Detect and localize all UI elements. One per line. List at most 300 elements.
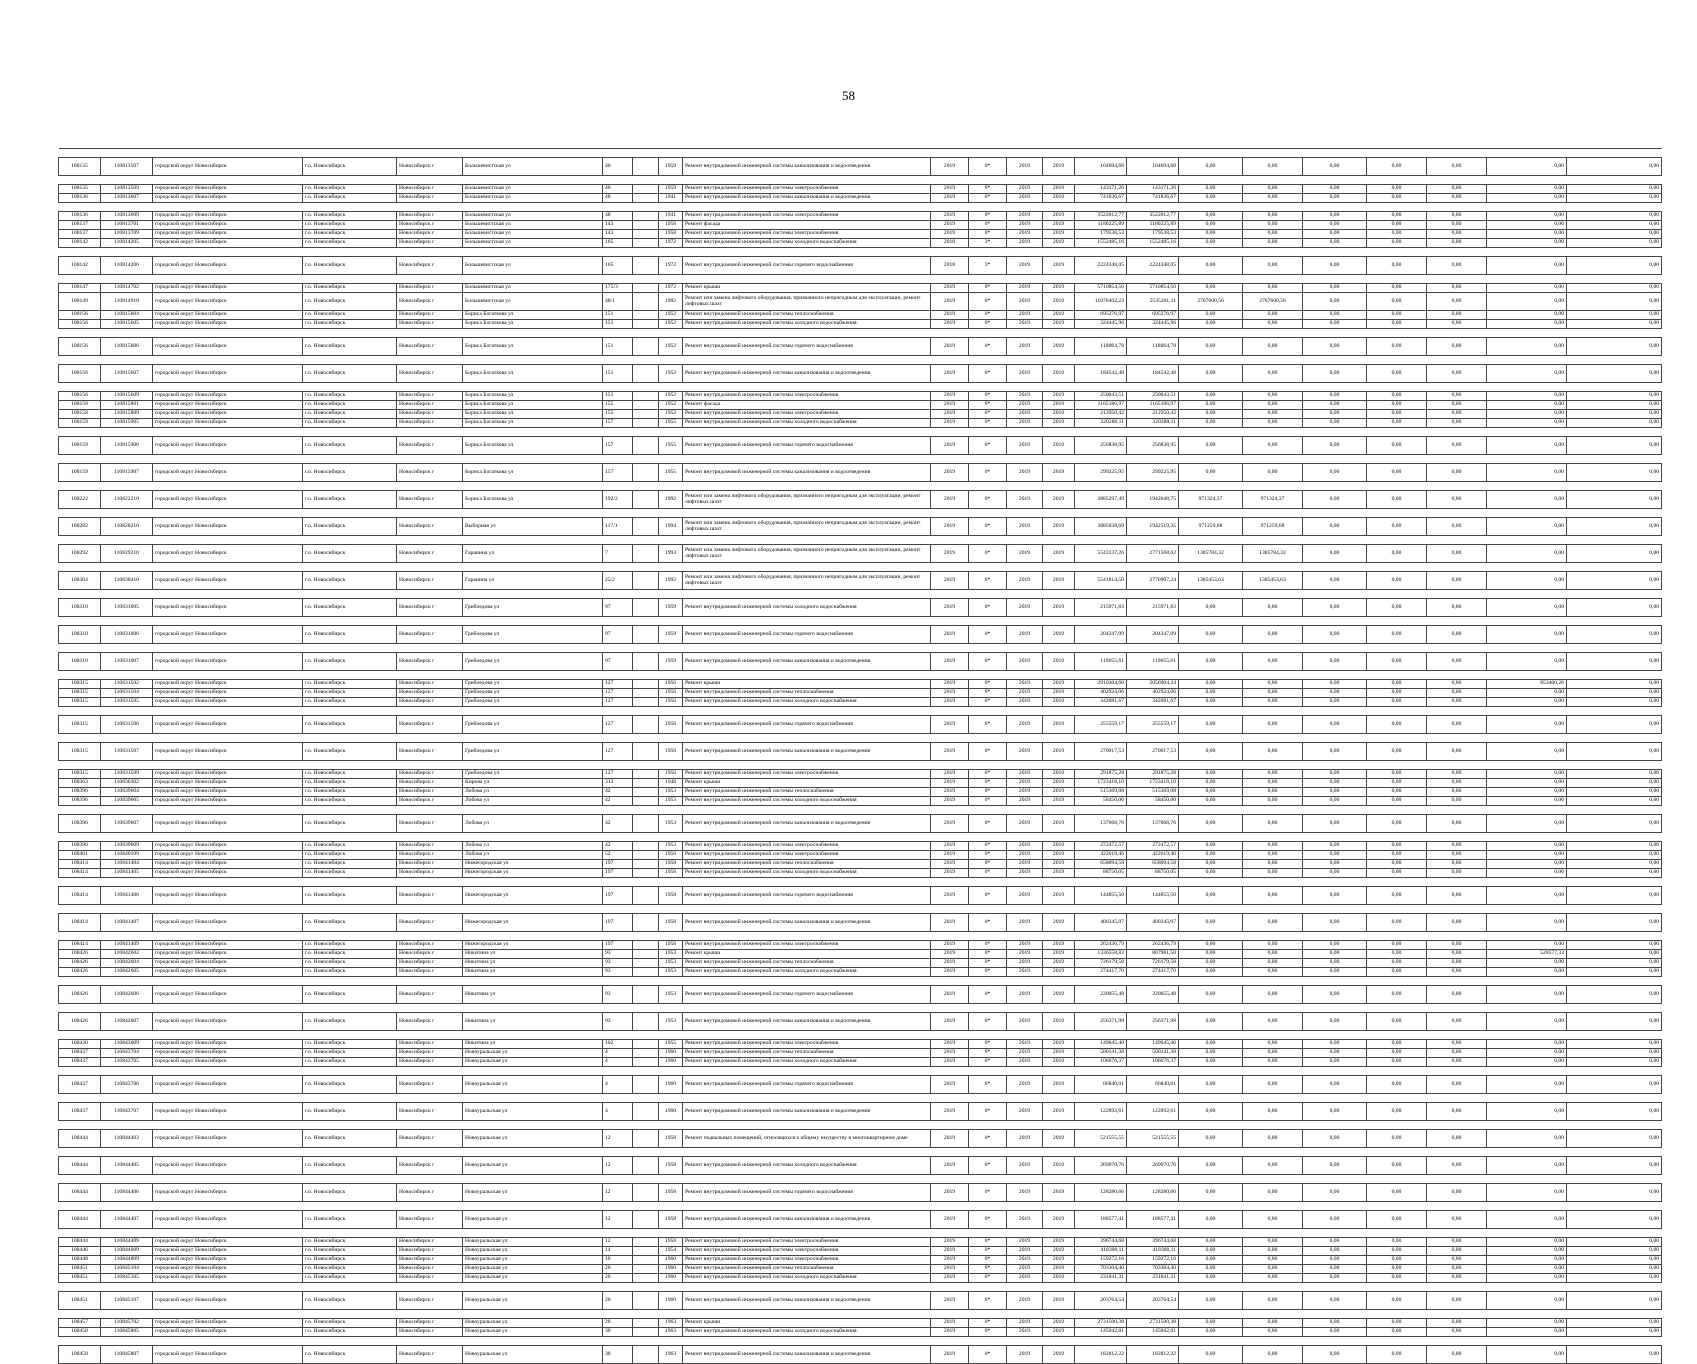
source-6-cell: 0,00 bbox=[1487, 392, 1567, 401]
municipality-cell: городской округ Новосибирск bbox=[153, 1211, 303, 1229]
regional-budget-cell: 0,00 bbox=[1179, 797, 1243, 806]
build-year-cell: 1958 bbox=[659, 941, 683, 950]
source-4-cell: 0,00 bbox=[1367, 419, 1427, 428]
plan-year-cell: 2019 bbox=[931, 1265, 969, 1274]
source-4-cell: 0,00 bbox=[1367, 1184, 1427, 1202]
house-number-cell: 16 bbox=[603, 1256, 633, 1265]
row-spacer-cell bbox=[59, 329, 1662, 338]
build-year-cell: 1963 bbox=[659, 1328, 683, 1337]
fund-cost-cell: 1723418,10 bbox=[1127, 779, 1179, 788]
city-cell: Новосибирск г bbox=[397, 959, 463, 968]
row-spacer bbox=[59, 1004, 1662, 1013]
other-source-cell: 0,00 bbox=[1303, 1274, 1367, 1283]
end-year-cell: 2019 bbox=[1043, 653, 1075, 671]
building-cell bbox=[633, 887, 659, 905]
city-cell: Новосибирск г bbox=[397, 1049, 463, 1058]
house-id-cell: 108451 bbox=[59, 1274, 101, 1283]
house-number-cell: 25/2 bbox=[603, 572, 633, 590]
regional-budget-cell: 0,00 bbox=[1179, 1013, 1243, 1031]
local-budget-cell: 0,00 bbox=[1243, 626, 1303, 644]
city-cell: Новосибирск г bbox=[397, 338, 463, 356]
shift-cell: 0* bbox=[969, 464, 1007, 482]
row-spacer-cell bbox=[59, 1310, 1662, 1319]
table-row bbox=[59, 941, 1662, 950]
source-7-cell: 0,00 bbox=[1567, 185, 1662, 194]
other-source-cell: 0,00 bbox=[1303, 986, 1367, 1004]
city-cell: Новосибирск г bbox=[397, 1265, 463, 1274]
table-row bbox=[59, 815, 1662, 833]
shift-cell: 0* bbox=[969, 1076, 1007, 1094]
work-type-cell: Ремонт крыши bbox=[683, 950, 931, 959]
shift-cell: 0* bbox=[969, 1256, 1007, 1265]
source-5-cell: 0,00 bbox=[1427, 599, 1487, 617]
row-spacer bbox=[59, 905, 1662, 914]
street-cell: Большевистская ул bbox=[463, 158, 603, 176]
start-year-cell: 2019 bbox=[1007, 401, 1043, 410]
house-id-cell: 108315 bbox=[59, 698, 101, 707]
table-row bbox=[59, 1049, 1662, 1058]
house-id-cell: 108135 bbox=[59, 185, 101, 194]
start-year-cell: 2019 bbox=[1007, 716, 1043, 734]
regional-budget-cell: 0,00 bbox=[1179, 959, 1243, 968]
regional-budget-cell: 0,00 bbox=[1179, 239, 1243, 248]
source-6-cell: 0,00 bbox=[1487, 1265, 1567, 1274]
district-cell: г.о. Новосибирск bbox=[303, 770, 397, 779]
start-year-cell: 2019 bbox=[1007, 518, 1043, 536]
regional-budget-cell: 0,00 bbox=[1179, 968, 1243, 977]
city-cell: Новосибирск г bbox=[397, 1058, 463, 1067]
table-row bbox=[59, 797, 1662, 806]
other-source-cell: 0,00 bbox=[1303, 1103, 1367, 1121]
other-source-cell: 0,00 bbox=[1303, 815, 1367, 833]
total-cost-cell: 1336558,83 bbox=[1075, 950, 1127, 959]
other-source-cell: 0,00 bbox=[1303, 1184, 1367, 1202]
end-year-cell: 2019 bbox=[1043, 221, 1075, 230]
row-spacer-cell bbox=[59, 977, 1662, 986]
source-5-cell: 0,00 bbox=[1427, 230, 1487, 239]
municipality-cell: городской округ Новосибирск bbox=[153, 1292, 303, 1310]
table-row bbox=[59, 284, 1662, 293]
source-7-cell: 0,00 bbox=[1567, 221, 1662, 230]
source-5-cell: 0,00 bbox=[1427, 545, 1487, 563]
shift-cell: 0* bbox=[969, 392, 1007, 401]
local-budget-cell: 0,00 bbox=[1243, 185, 1303, 194]
source-5-cell: 0,00 bbox=[1427, 338, 1487, 356]
work-id-cell: 110814206 bbox=[101, 257, 153, 275]
table-row bbox=[59, 770, 1662, 779]
building-cell bbox=[633, 1184, 659, 1202]
city-cell: Новосибирск г bbox=[397, 230, 463, 239]
house-number-cell: 12 bbox=[603, 1238, 633, 1247]
source-4-cell: 0,00 bbox=[1367, 194, 1427, 203]
local-budget-cell: 0,00 bbox=[1243, 1013, 1303, 1031]
work-id-cell: 110844406 bbox=[101, 1184, 153, 1202]
district-cell: г.о. Новосибирск bbox=[303, 599, 397, 617]
work-id-cell: 110844609 bbox=[101, 1247, 153, 1256]
source-7-cell: 0,00 bbox=[1567, 743, 1662, 761]
source-7-cell: 0,00 bbox=[1567, 986, 1662, 1004]
total-cost-cell: 320288,11 bbox=[1075, 419, 1127, 428]
work-type-cell: Ремонт внутридомовой инженерной системы электроснабжения bbox=[683, 941, 931, 950]
work-type-cell: Ремонт внутридомовой инженерной системы канализования и водоотведения bbox=[683, 743, 931, 761]
building-cell bbox=[633, 194, 659, 203]
start-year-cell: 2019 bbox=[1007, 1238, 1043, 1247]
city-cell: Новосибирск г bbox=[397, 221, 463, 230]
total-cost-cell: 396744,68 bbox=[1075, 1238, 1127, 1247]
work-type-cell: Ремонт внутридомовой инженерной системы электроснабжения bbox=[683, 770, 931, 779]
local-budget-cell: 0,00 bbox=[1243, 950, 1303, 959]
source-5-cell: 0,00 bbox=[1427, 293, 1487, 311]
other-source-cell: 0,00 bbox=[1303, 887, 1367, 905]
house-id-cell: 108136 bbox=[59, 212, 101, 221]
source-5-cell: 0,00 bbox=[1427, 221, 1487, 230]
source-5-cell: 0,00 bbox=[1427, 518, 1487, 536]
regional-budget-cell: 0,00 bbox=[1179, 320, 1243, 329]
build-year-cell: 1958 bbox=[659, 914, 683, 932]
build-year-cell: 1953 bbox=[659, 959, 683, 968]
row-spacer bbox=[59, 1094, 1662, 1103]
source-7-cell: 0,00 bbox=[1567, 1238, 1662, 1247]
municipality-cell: городской округ Новосибирск bbox=[153, 212, 303, 221]
total-cost-cell: 741836,67 bbox=[1075, 194, 1127, 203]
regional-budget-cell: 0,00 bbox=[1179, 788, 1243, 797]
local-budget-cell: 0,00 bbox=[1243, 698, 1303, 707]
house-id-cell: 108444 bbox=[59, 1184, 101, 1202]
regional-budget-cell: 0,00 bbox=[1179, 1040, 1243, 1049]
city-cell: Новосибирск г bbox=[397, 743, 463, 761]
end-year-cell: 2019 bbox=[1043, 1247, 1075, 1256]
regional-budget-cell: 0,00 bbox=[1179, 212, 1243, 221]
table-row bbox=[59, 869, 1662, 878]
building-cell bbox=[633, 491, 659, 509]
total-cost-cell: 1552485,16 bbox=[1075, 239, 1127, 248]
fund-cost-cell: 149645,40 bbox=[1127, 1040, 1179, 1049]
work-type-cell: Ремонт внутридомовой инженерной системы теплоснабжения bbox=[683, 860, 931, 869]
regional-budget-cell: 0,00 bbox=[1179, 653, 1243, 671]
page-number: 58 bbox=[842, 88, 855, 103]
total-cost-cell: 5710854,56 bbox=[1075, 284, 1127, 293]
other-source-cell: 0,00 bbox=[1303, 572, 1367, 590]
total-cost-cell: 521555,55 bbox=[1075, 1130, 1127, 1148]
fund-cost-cell: 500141,38 bbox=[1127, 1049, 1179, 1058]
shift-cell: 0* bbox=[969, 1130, 1007, 1148]
fund-cost-cell: 128280,66 bbox=[1127, 1184, 1179, 1202]
street-cell: Новоуральская ул bbox=[463, 1265, 603, 1274]
end-year-cell: 2019 bbox=[1043, 1130, 1075, 1148]
source-6-cell: 0,00 bbox=[1487, 311, 1567, 320]
table-row bbox=[59, 1319, 1662, 1328]
work-type-cell: Ремонт внутридомовой инженерной системы горячего водоснабжения bbox=[683, 626, 931, 644]
end-year-cell: 2019 bbox=[1043, 869, 1075, 878]
city-cell: Новосибирск г bbox=[397, 437, 463, 455]
street-cell: Большевистская ул bbox=[463, 230, 603, 239]
other-source-cell: 0,00 bbox=[1303, 545, 1367, 563]
build-year-cell: 1953 bbox=[659, 788, 683, 797]
work-type-cell: Ремонт внутридомовой инженерной системы электроснабжения bbox=[683, 1040, 931, 1049]
other-source-cell: 0,00 bbox=[1303, 392, 1367, 401]
row-spacer-cell bbox=[59, 617, 1662, 626]
source-6-cell: 0,00 bbox=[1487, 1184, 1567, 1202]
regional-budget-cell: 0,00 bbox=[1179, 1130, 1243, 1148]
other-source-cell: 0,00 bbox=[1303, 464, 1367, 482]
source-6-cell: 0,00 bbox=[1487, 239, 1567, 248]
source-7-cell: 0,00 bbox=[1567, 887, 1662, 905]
end-year-cell: 2019 bbox=[1043, 284, 1075, 293]
table-row bbox=[59, 194, 1662, 203]
source-6-cell: 0,00 bbox=[1487, 914, 1567, 932]
row-spacer-cell bbox=[59, 1031, 1662, 1040]
end-year-cell: 2019 bbox=[1043, 788, 1075, 797]
local-budget-cell: 0,00 bbox=[1243, 1040, 1303, 1049]
source-7-cell: 0,00 bbox=[1567, 158, 1662, 176]
source-5-cell: 0,00 bbox=[1427, 914, 1487, 932]
source-4-cell: 0,00 bbox=[1367, 491, 1427, 509]
shift-cell: 0* bbox=[969, 887, 1007, 905]
street-cell: Бориса Богаткова ул bbox=[463, 338, 603, 356]
house-number-cell: 20 bbox=[603, 1292, 633, 1310]
regional-budget-cell: 0,00 bbox=[1179, 1292, 1243, 1310]
source-4-cell: 0,00 bbox=[1367, 653, 1427, 671]
work-id-cell: 110828210 bbox=[101, 518, 153, 536]
shift-cell: 0* bbox=[969, 185, 1007, 194]
source-5-cell: 0,00 bbox=[1427, 1211, 1487, 1229]
house-number-cell: 155 bbox=[603, 410, 633, 419]
municipality-cell: городской округ Новосибирск bbox=[153, 1184, 303, 1202]
house-number-cell: 93 bbox=[603, 950, 633, 959]
plan-year-cell: 2019 bbox=[931, 797, 969, 806]
table-row bbox=[59, 311, 1662, 320]
district-cell: г.о. Новосибирск bbox=[303, 986, 397, 1004]
street-cell: Новоуральская ул bbox=[463, 1247, 603, 1256]
municipality-cell: городской округ Новосибирск bbox=[153, 185, 303, 194]
local-budget-cell: 0,00 bbox=[1243, 851, 1303, 860]
build-year-cell: 1956 bbox=[659, 680, 683, 689]
plan-year-cell: 2019 bbox=[931, 698, 969, 707]
municipality-cell: городской округ Новосибирск bbox=[153, 941, 303, 950]
source-7-cell: 0,00 bbox=[1567, 626, 1662, 644]
total-cost-cell: 188577,41 bbox=[1075, 1211, 1127, 1229]
source-7-cell: 0,00 bbox=[1567, 1319, 1662, 1328]
city-cell: Новосибирск г bbox=[397, 1013, 463, 1031]
end-year-cell: 2019 bbox=[1043, 212, 1075, 221]
house-id-cell: 108363 bbox=[59, 779, 101, 788]
source-5-cell: 0,00 bbox=[1427, 986, 1487, 1004]
work-id-cell: 110829210 bbox=[101, 545, 153, 563]
source-4-cell: 0,00 bbox=[1367, 1103, 1427, 1121]
work-id-cell: 110815605 bbox=[101, 320, 153, 329]
house-number-cell: 102 bbox=[603, 1040, 633, 1049]
plan-year-cell: 2019 bbox=[931, 1184, 969, 1202]
end-year-cell: 2019 bbox=[1043, 1319, 1075, 1328]
house-number-cell: 40 bbox=[603, 185, 633, 194]
municipality-cell: городской округ Новосибирск bbox=[153, 626, 303, 644]
end-year-cell: 2019 bbox=[1043, 518, 1075, 536]
building-cell bbox=[633, 1130, 659, 1148]
regional-budget-cell: 971324,37 bbox=[1179, 491, 1243, 509]
source-4-cell: 0,00 bbox=[1367, 770, 1427, 779]
other-source-cell: 0,00 bbox=[1303, 869, 1367, 878]
house-number-cell: 143 bbox=[603, 221, 633, 230]
fund-cost-cell: 118064,78 bbox=[1127, 338, 1179, 356]
table-row bbox=[59, 320, 1662, 329]
house-id-cell: 108137 bbox=[59, 230, 101, 239]
source-7-cell: 0,00 bbox=[1567, 599, 1662, 617]
row-spacer-cell bbox=[59, 707, 1662, 716]
house-number-cell: 52 bbox=[603, 851, 633, 860]
regional-budget-cell: 0,00 bbox=[1179, 986, 1243, 1004]
district-cell: г.о. Новосибирск bbox=[303, 716, 397, 734]
source-5-cell: 0,00 bbox=[1427, 959, 1487, 968]
house-id-cell: 108315 bbox=[59, 770, 101, 779]
city-cell: Новосибирск г bbox=[397, 572, 463, 590]
municipality-cell: городской округ Новосибирск bbox=[153, 914, 303, 932]
house-id-cell: 108136 bbox=[59, 194, 101, 203]
plan-year-cell: 2019 bbox=[931, 1157, 969, 1175]
shift-cell: 0* bbox=[969, 1157, 1007, 1175]
table-row bbox=[59, 239, 1662, 248]
table-row bbox=[59, 1076, 1662, 1094]
work-type-cell: Ремонт внутридомовой инженерной системы холодного водоснабжения bbox=[683, 1157, 931, 1175]
street-cell: Новоуральская ул bbox=[463, 1049, 603, 1058]
source-7-cell: 0,00 bbox=[1567, 338, 1662, 356]
total-cost-cell: 256371,98 bbox=[1075, 1013, 1127, 1031]
building-cell bbox=[633, 968, 659, 977]
build-year-cell: 1953 bbox=[659, 1013, 683, 1031]
district-cell: г.о. Новосибирск bbox=[303, 1049, 397, 1058]
street-cell: Бориса Богаткова ул bbox=[463, 320, 603, 329]
street-cell: Грибоедова ул bbox=[463, 716, 603, 734]
row-spacer-cell bbox=[59, 734, 1662, 743]
building-cell bbox=[633, 797, 659, 806]
source-7-cell: 0,00 bbox=[1567, 1040, 1662, 1049]
plan-year-cell: 2019 bbox=[931, 392, 969, 401]
source-6-cell: 0,00 bbox=[1487, 941, 1567, 950]
other-source-cell: 0,00 bbox=[1303, 1346, 1367, 1364]
source-6-cell: 0,00 bbox=[1487, 1292, 1567, 1310]
source-5-cell: 0,00 bbox=[1427, 194, 1487, 203]
shift-cell: 0* bbox=[969, 950, 1007, 959]
row-spacer bbox=[59, 977, 1662, 986]
other-source-cell: 0,00 bbox=[1303, 1058, 1367, 1067]
fund-cost-cell: 272472,57 bbox=[1127, 842, 1179, 851]
source-7-cell: 0,00 bbox=[1567, 788, 1662, 797]
source-7-cell: 0,00 bbox=[1567, 1256, 1662, 1265]
end-year-cell: 2019 bbox=[1043, 1040, 1075, 1049]
house-id-cell: 108458 bbox=[59, 1346, 101, 1364]
fund-cost-cell: 184542,48 bbox=[1127, 365, 1179, 383]
source-7-cell: 0,00 bbox=[1567, 815, 1662, 833]
plan-year-cell: 2019 bbox=[931, 653, 969, 671]
building-cell bbox=[633, 158, 659, 176]
start-year-cell: 2019 bbox=[1007, 320, 1043, 329]
build-year-cell: 1952 bbox=[659, 320, 683, 329]
other-source-cell: 0,00 bbox=[1303, 158, 1367, 176]
work-type-cell: Ремонт внутридомовой инженерной системы канализования и водоотведения bbox=[683, 914, 931, 932]
plan-year-cell: 2019 bbox=[931, 1256, 969, 1265]
start-year-cell: 2019 bbox=[1007, 1049, 1043, 1058]
work-type-cell: Ремонт внутридомовой инженерной системы горячего водоснабжения bbox=[683, 338, 931, 356]
local-budget-cell: 0,00 bbox=[1243, 1346, 1303, 1364]
shift-cell: 0* bbox=[969, 419, 1007, 428]
house-id-cell: 108315 bbox=[59, 680, 101, 689]
source-7-cell: 0,00 bbox=[1567, 401, 1662, 410]
work-id-cell: 110841404 bbox=[101, 860, 153, 869]
municipality-cell: городской округ Новосибирск bbox=[153, 689, 303, 698]
district-cell: г.о. Новосибирск bbox=[303, 1058, 397, 1067]
city-cell: Новосибирск г bbox=[397, 797, 463, 806]
end-year-cell: 2019 bbox=[1043, 311, 1075, 320]
house-id-cell: 108159 bbox=[59, 419, 101, 428]
fund-cost-cell: 88750,05 bbox=[1127, 869, 1179, 878]
row-spacer bbox=[59, 833, 1662, 842]
source-6-cell: 0,00 bbox=[1487, 1040, 1567, 1049]
local-budget-cell: 1385784,32 bbox=[1243, 545, 1303, 563]
house-id-cell: 108156 bbox=[59, 392, 101, 401]
other-source-cell: 0,00 bbox=[1303, 221, 1367, 230]
source-5-cell: 0,00 bbox=[1427, 779, 1487, 788]
house-number-cell: 40 bbox=[603, 158, 633, 176]
building-cell bbox=[633, 311, 659, 320]
source-7-cell: 0,00 bbox=[1567, 779, 1662, 788]
plan-year-cell: 2018 bbox=[931, 257, 969, 275]
source-7-cell: 0,00 bbox=[1567, 545, 1662, 563]
fund-cost-cell: 212950,42 bbox=[1127, 410, 1179, 419]
source-5-cell: 0,00 bbox=[1427, 410, 1487, 419]
other-source-cell: 0,00 bbox=[1303, 1013, 1367, 1031]
source-7-cell: 0,00 bbox=[1567, 914, 1662, 932]
build-year-cell: 1956 bbox=[659, 743, 683, 761]
end-year-cell: 2019 bbox=[1043, 338, 1075, 356]
street-cell: Бориса Богаткова ул bbox=[463, 410, 603, 419]
city-cell: Новосибирск г bbox=[397, 491, 463, 509]
shift-cell: 0* bbox=[969, 770, 1007, 779]
total-cost-cell: 695276,97 bbox=[1075, 311, 1127, 320]
regional-budget-cell: 0,00 bbox=[1179, 743, 1243, 761]
house-id-cell: 108396 bbox=[59, 797, 101, 806]
district-cell: г.о. Новосибирск bbox=[303, 914, 397, 932]
fund-cost-cell: 220055,48 bbox=[1127, 986, 1179, 1004]
city-cell: Новосибирск г bbox=[397, 815, 463, 833]
work-type-cell: Ремонт внутридомовой инженерной системы канализования и водоотведения bbox=[683, 1346, 931, 1364]
local-budget-cell: 0,00 bbox=[1243, 743, 1303, 761]
municipality-cell: городской округ Новосибирск bbox=[153, 950, 303, 959]
source-4-cell: 0,00 bbox=[1367, 698, 1427, 707]
source-4-cell: 0,00 bbox=[1367, 842, 1427, 851]
work-id-cell: 110842605 bbox=[101, 968, 153, 977]
row-spacer-cell bbox=[59, 932, 1662, 941]
source-5-cell: 0,00 bbox=[1427, 788, 1487, 797]
house-id-cell: 108414 bbox=[59, 887, 101, 905]
total-cost-cell: 58450,00 bbox=[1075, 797, 1127, 806]
total-cost-cell: 5541814,50 bbox=[1075, 572, 1127, 590]
work-type-cell: Ремонт внутридомовой инженерной системы канализования и водоотведения bbox=[683, 194, 931, 203]
street-cell: Никитина ул bbox=[463, 950, 603, 959]
source-4-cell: 0,00 bbox=[1367, 869, 1427, 878]
fund-cost-cell: 255559,17 bbox=[1127, 716, 1179, 734]
shift-cell: 0* bbox=[969, 1040, 1007, 1049]
house-id-cell: 108451 bbox=[59, 1265, 101, 1274]
end-year-cell: 2019 bbox=[1043, 698, 1075, 707]
source-5-cell: 0,00 bbox=[1427, 1319, 1487, 1328]
fund-cost-cell: 521555,55 bbox=[1127, 1130, 1179, 1148]
work-type-cell: Ремонт внутридомовой инженерной системы электроснабжения bbox=[683, 1256, 931, 1265]
work-id-cell: 110843707 bbox=[101, 1103, 153, 1121]
source-6-cell: 0,00 bbox=[1487, 842, 1567, 851]
end-year-cell: 2019 bbox=[1043, 437, 1075, 455]
work-type-cell: Ремонт внутридомовой инженерной системы канализования и водоотведения bbox=[683, 653, 931, 671]
street-cell: Большевистская ул bbox=[463, 293, 603, 311]
total-cost-cell: 3885038,69 bbox=[1075, 518, 1127, 536]
